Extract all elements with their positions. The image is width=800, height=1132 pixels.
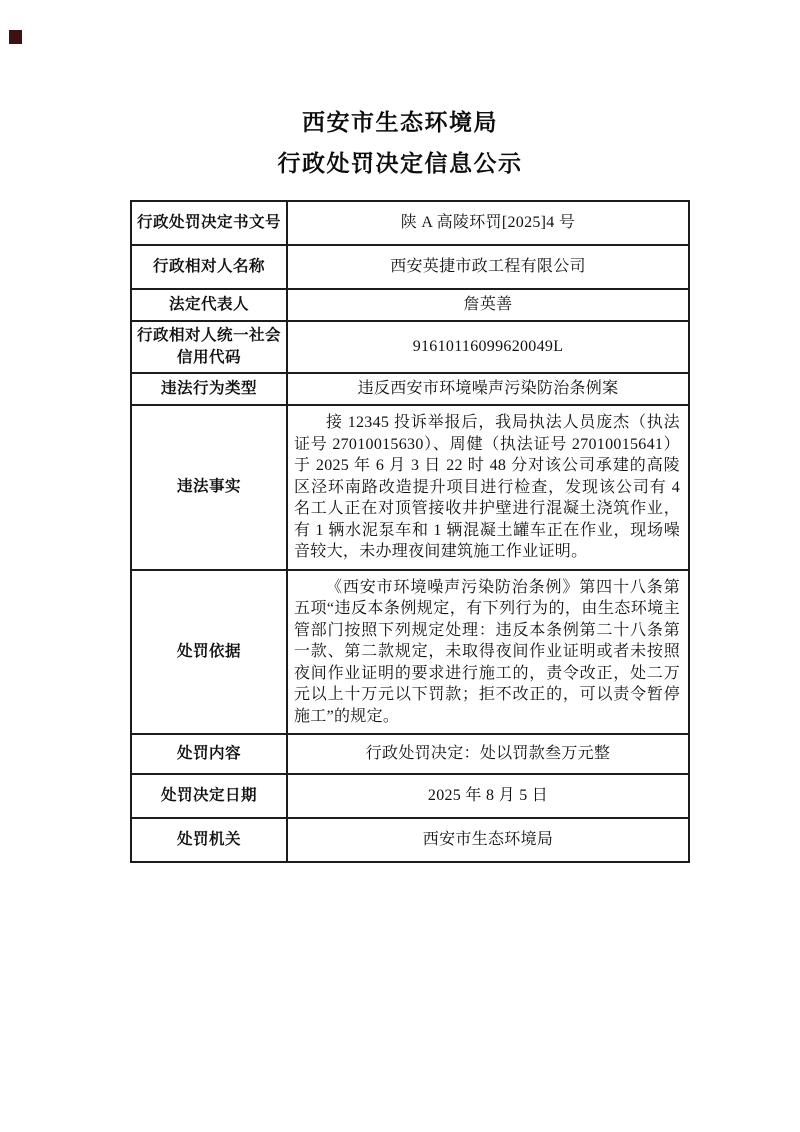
row-value-violation-type: 违反西安市环境噪声污染防治条例案 [287,373,689,405]
table-row-legal-representative [131,289,689,321]
row-label-party-name: 行政相对人名称 [131,245,287,289]
table-row-violation-facts [131,405,689,570]
document-title: 西安市生态环境局 [302,109,498,135]
document-subtitle: 行政处罚决定信息公示 [277,150,523,176]
table-row-penalty-authority [131,818,689,862]
row-value-violation-facts: 接 12345 投诉举报后，我局执法人员庞杰（执法证号 27010015630）、周健（执法证号 27010015641）于 2025 年 6 月 3 日 22 时 48 分对该公司承建的高陵区泾环南路改造提升项目进行检查，发现该公司有 4 名工人正在对顶管接收井护壁进行混凝土浇筑作业，有 1 辆水泥泵车和 1 辆混凝土罐车正在作业，现场噪音较大，未办理夜间建筑施工作业证明。 [287,405,689,570]
table-row-document-number [131,201,689,245]
row-value-decision-date: 2025 年 8 月 5 日 [287,774,689,818]
row-value-penalty-authority: 西安市生态环境局 [287,818,689,862]
table-row-decision-date [131,774,689,818]
table-row-credit-code [131,321,689,373]
scan-artifact-mark [9,30,22,44]
table-row-violation-type [131,373,689,405]
row-value-party-name: 西安英捷市政工程有限公司 [287,245,689,289]
row-label-credit-code: 行政相对人统一社会信用代码 [131,321,287,373]
row-label-penalty-content: 处罚内容 [131,734,287,774]
row-value-legal-representative: 詹英善 [287,289,689,321]
row-label-document-number: 行政处罚决定书文号 [131,201,287,245]
row-label-penalty-basis: 处罚依据 [131,570,287,735]
row-value-penalty-content: 行政处罚决定：处以罚款叁万元整 [287,734,689,774]
row-label-legal-representative: 法定代表人 [131,289,287,321]
row-label-penalty-authority: 处罚机关 [131,818,287,862]
row-label-decision-date: 处罚决定日期 [131,774,287,818]
row-value-penalty-basis: 《西安市环境噪声污染防治条例》第四十八条第五项“违反本条例规定，有下列行为的，由生态环境主管部门按照下列规定处理：违反本条例第二十八条第一款、第二款规定，未取得夜间作业证明或者未按照夜间作业证明的要求进行施工的，责令改正，处二万元以上十万元以下罚款；拒不改正的，可以责令暂停施工”的规定。 [287,570,689,735]
table-row-penalty-content [131,734,689,774]
row-label-violation-facts: 违法事实 [131,405,287,570]
document-header [0,0,800,184]
table-row-penalty-basis [131,570,689,735]
row-label-violation-type: 违法行为类型 [131,373,287,405]
table-row-party-name [131,245,689,289]
row-value-credit-code: 91610116099620049L [287,321,689,373]
penalty-info-table [130,200,690,863]
row-value-document-number: 陕 A 高陵环罚[2025]4 号 [287,201,689,245]
